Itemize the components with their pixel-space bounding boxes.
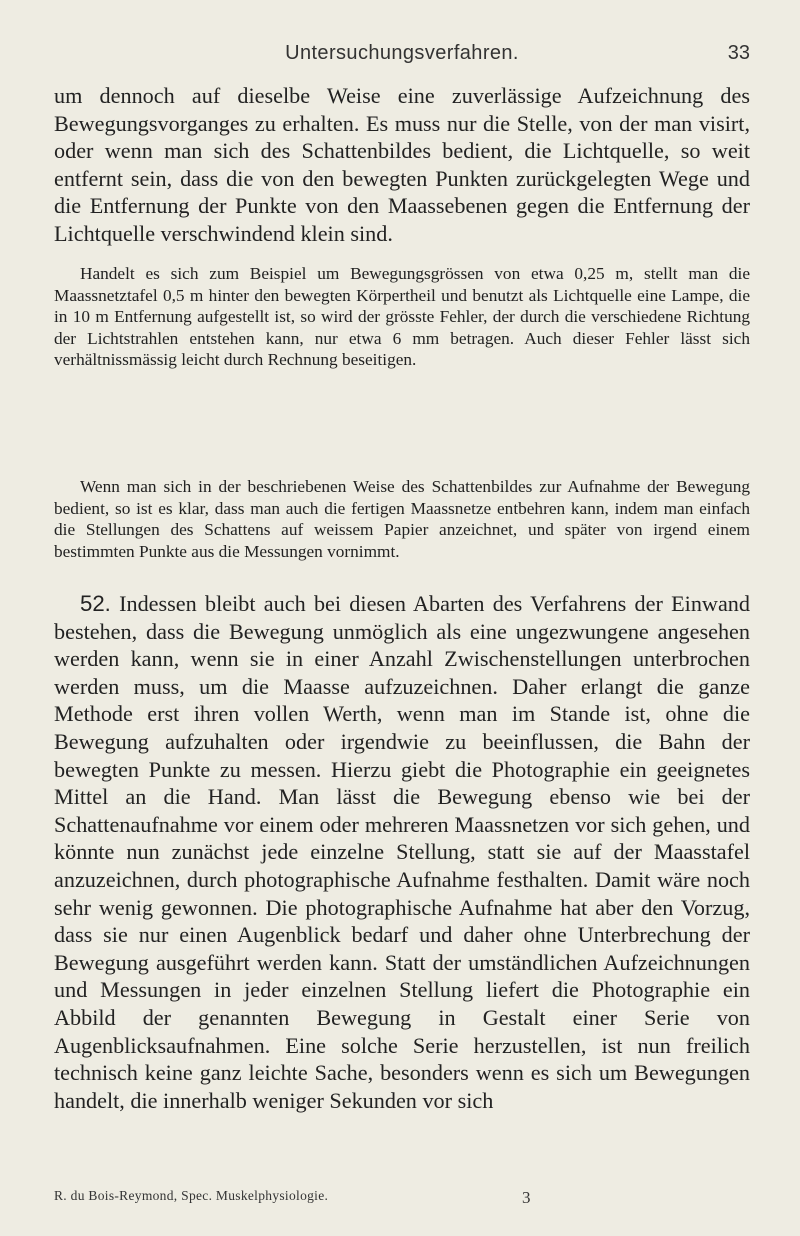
section-number: 52. <box>80 591 111 616</box>
section-52-paragraph <box>54 590 750 1114</box>
signature-mark: 3 <box>522 1188 531 1207</box>
section-text: Indessen bleibt auch bei diesen Abarten des Verfahrens der Einwand bestehen, dass die Bewegung unmöglich als eine ungezwungene angesehen werden kann, wenn sie in einer Anzahl Zwischenstellungen unterbrochen werden muss, um die Maasse aufzuzeichnen. Daher erlangt die ganze Methode erst ihren vollen Werth, wenn man im Stande ist, ohne die Bewegung aufzuhalten oder irgendwie zu beeinflussen, die Bahn der bewegten Punkte zu messen. Hierzu giebt die Photographie ein geeignetes Mittel an die Hand. Man lässt die Bewegung ebenso wie bei der Schattenaufnahme vor einem oder mehreren Maassnetzen vor sich gehen, und könnte nun zunächst jede einzelne Stellung, statt sie auf der Maasstafel anzuzeichnen, durch photographische Aufnahme festhalten. Damit wäre noch sehr wenig gewonnen. Die photographische Aufnahme hat aber den Vorzug, dass sie nur einen Augenblick bedarf und daher ohne Unterbrechung der Bewegung ausgeführt werden kann. Statt der umständlichen Aufzeichnungen und Messungen in jeder einzelnen Stellung liefert die Photographie ein Abbild der genannten Bewegung in Gestalt einer Serie von Augenblicksaufnahmen. Eine solche Serie herzustellen, ist nun freilich technisch keine ganz leichte Sache, besonders wenn es sich um Bewegungen handelt, die innerhalb weniger Sekunden vor sich <box>54 591 750 1113</box>
page-number: 33 <box>727 42 750 64</box>
signature-label: R. du Bois-Reymond, Spec. Muskelphysiologie. <box>54 1188 329 1203</box>
shadow-paragraph: Wenn man sich in der beschriebenen Weise des Schattenbildes zur Aufnahme der Bewegung bedient, so ist es klar, dass man auch die fertigen Maassnetze entbehren kann, indem man einfach die Stellungen des Schattens auf weissem Papier anzeichnet, und später von irgend einem bestimmten Punkte aus die Messungen vornimmt. <box>54 477 750 561</box>
example-paragraph: Handelt es sich zum Beispiel um Bewegungsgrössen von etwa 0,25 m, stellt man die Maassnetztafel 0,5 m hinter den bewegten Körpertheil und benutzt als Lichtquelle eine Lampe, die in 10 m Entfernung aufgestellt ist, so wird der grösste Fehler, der durch die verschiedene Richtung der Lichtstrahlen entstehen kann, nur etwa 6 mm betragen. Auch dieser Fehler lässt sich verhältnissmässig leicht durch Rechnung beseitigen. <box>54 264 750 370</box>
intro-paragraph: um dennoch auf dieselbe Weise eine zuverlässige Aufzeichnung des Bewegungsvorganges zu erhalten. Es muss nur die Stelle, von der man visirt, oder wenn man sich des Schattenbildes bedient, die Lichtquelle, so weit entfernt sein, dass die von den bewegten Punkten zurückgelegten Wege und die Entfernung der Punkte von den Maassebenen gegen die Entfernung der Lichtquelle verschwindend klein sind. <box>54 83 750 246</box>
book-page <box>54 0 750 1236</box>
page-footer <box>54 1188 750 1218</box>
running-header <box>54 42 750 72</box>
running-title: Untersuchungsverfahren. <box>285 42 519 64</box>
